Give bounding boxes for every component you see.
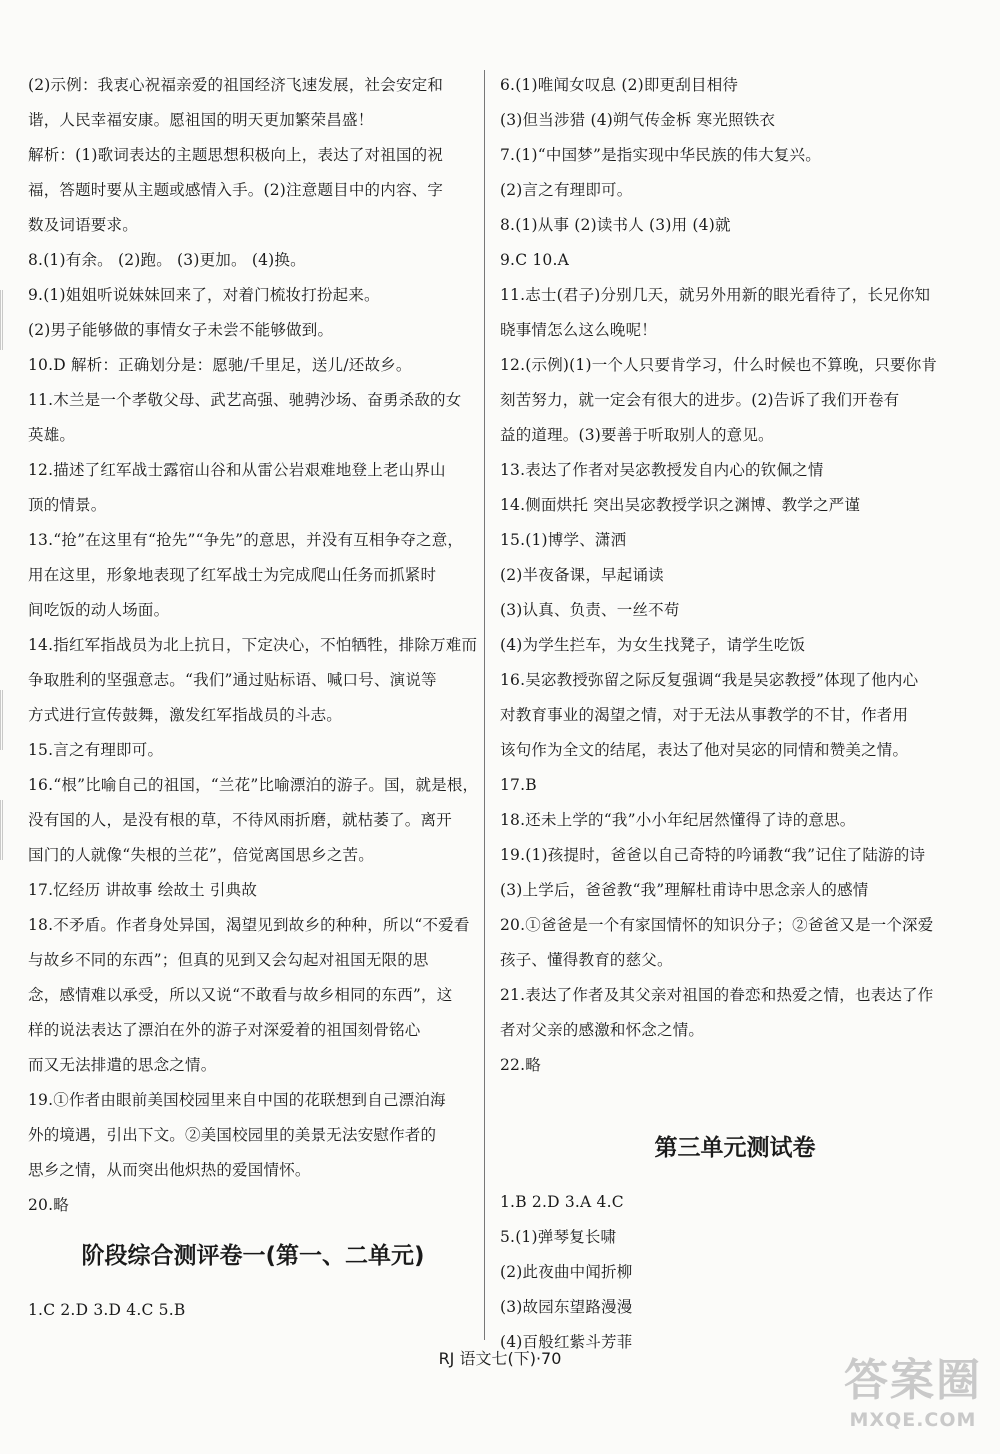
answer-line: 18.不矛盾。作者身处异国，渴望见到故乡的种种，所以“不爱看 (28, 916, 470, 934)
section-heading-unit-three: 第三单元测试卷 (654, 1135, 816, 1161)
answer-line: 外的境遇，引出下文。②美国校园里的美景无法安慰作者的 (28, 1126, 437, 1144)
right-column (500, 68, 970, 1360)
answer-line: 14.侧面烘托 突出吴宓教授学识之渊博、教学之严谨 (500, 496, 861, 514)
answer-line: 晓事情怎么这么晚呢！ (500, 321, 658, 339)
answer-line: (2)半夜备课，早起诵读 (500, 566, 664, 584)
answer-line: 福，答题时要从主题或感情入手。(2)注意题目中的内容、字 (28, 181, 444, 199)
answer-line: (4)百般红紫斗芳菲 (500, 1333, 633, 1351)
answer-line: 20.略 (28, 1196, 69, 1214)
column-divider (484, 70, 485, 1340)
answer-line: 12.(示例)(1)一个人只要肯学习，什么时候也不算晚，只要你肯 (500, 356, 938, 374)
answer-line: 争取胜利的坚强意志。“我们”通过贴标语、喊口号、演说等 (28, 671, 437, 689)
answer-line: 13.表达了作者对吴宓教授发自内心的钦佩之情 (500, 461, 824, 479)
right-after-list (500, 1185, 970, 1360)
answer-line: 10.D 解析：正确划分是：愿驰/千里足，送儿/还故乡。 (28, 356, 412, 374)
binding-mark (0, 690, 11, 750)
answer-line: 该句作为全文的结尾，表达了他对吴宓的同情和赞美之情。 (500, 741, 909, 759)
answer-line: 5.(1)弹琴复长啸 (500, 1228, 617, 1246)
answer-line: 9.(1)姐姐听说妹妹回来了，对着门梳妆打扮起来。 (28, 286, 380, 304)
answer-line: 用在这里，形象地表现了红军战士为完成爬山任务而抓紧时 (28, 566, 437, 584)
answer-line: 17.忆经历 讲故事 绘故土 引典故 (28, 881, 258, 899)
answer-line: (4)为学生拦车，为女生找凳子，请学生吃饭 (500, 636, 806, 654)
answer-line: 15.言之有理即可。 (28, 741, 164, 759)
binding-mark (0, 290, 11, 350)
answer-line: 8.(1)从事 (2)读书人 (3)用 (4)就 (500, 216, 731, 234)
answer-line: 英雄。 (28, 426, 76, 444)
answer-line: 对教育事业的渴望之情，对于无法从事教学的不甘，作者用 (500, 706, 909, 724)
page-footer: RJ 语文七(下)·70 (438, 1349, 562, 1368)
answer-line: (3)上学后，爸爸教“我”理解杜甫诗中思念亲人的感情 (500, 881, 869, 899)
answer-line: 国门的人就像“失根的兰花”，倍觉离国思乡之苦。 (28, 846, 374, 864)
answer-line: 思乡之情，从而突出他炽热的爱国情怀。 (28, 1161, 311, 1179)
answer-line: 14.指红军指战员为北上抗日，下定决心，不怕牺牲，排除万难而 (28, 636, 478, 654)
answer-line: 样的说法表达了漂泊在外的游子对深爱着的祖国刻骨铭心 (28, 1021, 421, 1039)
watermark-bottom: MXQE.COM (849, 1409, 977, 1431)
section-heading-stage-test: 阶段综合测评卷一(第一、二单元) (81, 1243, 425, 1269)
answer-line: 与故乡不同的东西”；但真的见到又会勾起对祖国无限的思 (28, 951, 429, 969)
answer-line: 者对父亲的感激和怀念之情。 (500, 1021, 705, 1039)
answer-line: 6.(1)唯闻女叹息 (2)即更刮目相待 (500, 76, 739, 94)
answer-line: 8.(1)有余。 (2)跑。 (3)更加。 (4)换。 (28, 251, 306, 269)
left-after-list (28, 1293, 478, 1328)
answer-line: (3)认真、负责、一丝不苟 (500, 601, 680, 619)
answer-line: 17.B (500, 776, 537, 794)
answer-line: 9.C 10.A (500, 251, 570, 269)
answer-line: 19.(1)孩提时，爸爸以自己奇特的吟诵教“我”记住了陆游的诗 (500, 846, 926, 864)
answer-line: (2)言之有理即可。 (500, 181, 633, 199)
answer-line: 12.描述了红军战士露宿山谷和从雷公岩艰难地登上老山界山 (28, 461, 446, 479)
answer-line: 刻苦努力，就一定会有很大的进步。(2)告诉了我们开卷有 (500, 391, 900, 409)
answer-line: 孩子、懂得教育的慈父。 (500, 951, 673, 969)
answer-line: 13.“抢”在这里有“抢先”“争先”的意思，并没有互相争夺之意， (28, 531, 464, 549)
answer-line: 19.①作者由眼前美国校园里来自中国的花联想到自己漂泊海 (28, 1091, 446, 1109)
answer-line: 谐，人民幸福安康。愿祖国的明天更加繁荣昌盛！ (28, 111, 374, 129)
answer-line: (2)示例：我衷心祝福亲爱的祖国经济飞速发展，社会安定和 (28, 76, 444, 94)
answer-line: 16.“根”比喻自己的祖国，“兰花”比喻漂泊的游子。国，就是根， (28, 776, 478, 794)
answer-line: 15.(1)博学、潇洒 (500, 531, 627, 549)
answer-line: 1.C 2.D 3.D 4.C 5.B (28, 1301, 186, 1319)
answer-line: (2)男子能够做的事情女子未尝不能够做到。 (28, 321, 334, 339)
answer-line: 顶的情景。 (28, 496, 107, 514)
binding-mark (0, 800, 11, 860)
answer-line: 而又无法排遣的思念之情。 (28, 1056, 217, 1074)
answer-line: 18.还未上学的“我”小小年纪居然懂得了诗的意思。 (500, 811, 856, 829)
answer-line: (3)故园东望路漫漫 (500, 1298, 633, 1316)
left-answer-list (28, 68, 478, 1223)
answer-line: 11.志士(君子)分别几天，就另外用新的眼光看待了，长兄你知 (500, 286, 931, 304)
answer-line: 解析：(1)歌词表达的主题思想积极向上，表达了对祖国的祝 (28, 146, 444, 164)
answer-line: 21.表达了作者及其父亲对祖国的眷恋和热爱之情，也表达了作 (500, 986, 934, 1004)
answer-line: 1.B 2.D 3.A 4.C (500, 1193, 624, 1211)
answer-line: 数及词语要求。 (28, 216, 138, 234)
answer-line: 方式进行宣传鼓舞，激发红军指战员的斗志。 (28, 706, 343, 724)
watermark-top: 答案圈 (844, 1355, 982, 1406)
answer-line: 没有国的人，是没有根的草，不待风雨折磨，就枯萎了。离开 (28, 811, 452, 829)
watermark-logo (838, 1354, 988, 1444)
answer-line: 间吃饭的动人场面。 (28, 601, 170, 619)
answer-line: 益的道理。(3)要善于听取别人的意见。 (500, 426, 774, 444)
answer-line: 16.吴宓教授弥留之际反复强调“我是吴宓教授”体现了他内心 (500, 671, 919, 689)
answer-line: 11.木兰是一个孝敬父母、武艺高强、驰骋沙场、奋勇杀敌的女 (28, 391, 462, 409)
answer-line: 7.(1)“中国梦”是指实现中华民族的伟大复兴。 (500, 146, 821, 164)
answer-line: 22.略 (500, 1056, 541, 1074)
right-answer-list (500, 68, 970, 1083)
left-column (28, 68, 478, 1328)
answer-line: (2)此夜曲中闻折柳 (500, 1263, 633, 1281)
answer-line: 念，感情难以承受，所以又说“不敢看与故乡相同的东西”，这 (28, 986, 453, 1004)
answer-line: (3)但当涉猎 (4)朔气传金柝 寒光照铁衣 (500, 111, 776, 129)
answer-line: 20.①爸爸是一个有家国情怀的知识分子；②爸爸又是一个深爱 (500, 916, 934, 934)
